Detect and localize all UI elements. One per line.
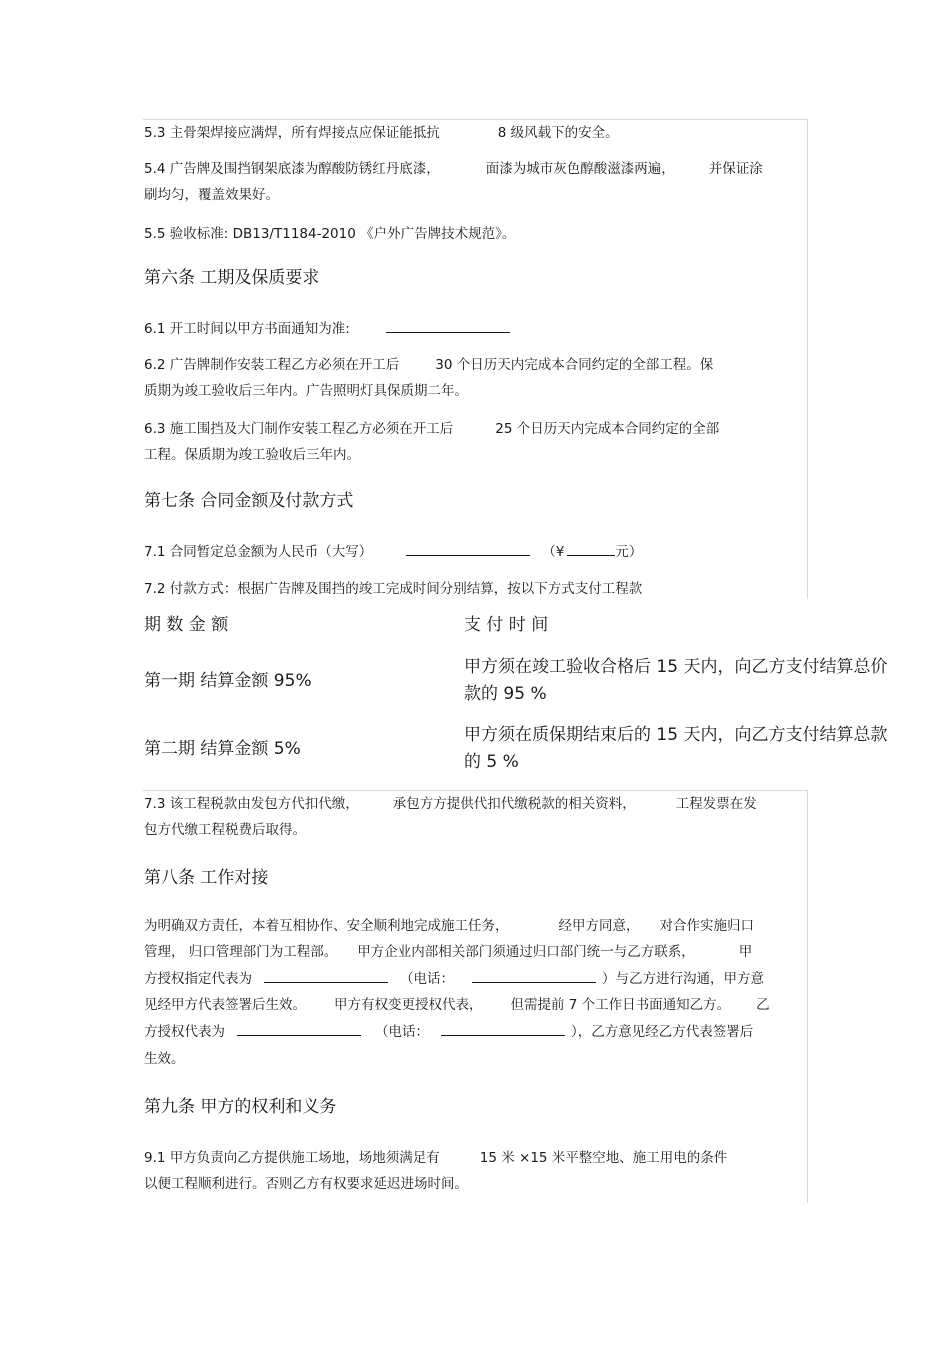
clause-6-2 — [144, 352, 713, 378]
clause-5-5: 5.5 验收标准: DB13/T1184-2010 《户外广告牌技术规范》。 — [144, 226, 516, 242]
clause-7-3 — [144, 791, 757, 817]
payment-row-1-amount: 第一期 结算金额 95% — [144, 671, 312, 691]
article-8-line-4-c: 但需提前 7 个工作日书面通知乙方。 — [510, 997, 731, 1013]
clause-6-2-text: 6.2 广告牌制作安装工程乙方必须在开工后 — [144, 357, 400, 373]
article-8-line-2-b: 甲方企业内部相关部门须通过归口部门统一与乙方联系， — [357, 944, 695, 960]
article-8-line-3-phone-label: （电话： — [400, 971, 454, 987]
article-6-heading: 第六条 工期及保质要求 — [144, 268, 320, 288]
article-8-line-5-c: ），乙方意见经乙方代表签署后 — [571, 1024, 754, 1040]
clause-6-3 — [144, 416, 719, 442]
article-8-line-3 — [144, 966, 764, 992]
amount-words-blank[interactable] — [406, 540, 530, 556]
clause-7-1 — [144, 539, 642, 565]
party-a-phone-blank[interactable] — [472, 967, 596, 983]
article-8-line-2 — [144, 939, 752, 965]
party-b-phone-blank[interactable] — [441, 1020, 565, 1036]
payment-row-2-amount: 第二期 结算金额 5% — [144, 739, 301, 759]
clause-7-3-text-mid: 承包方方提供代扣代缴税款的相关资料， — [392, 796, 636, 812]
clause-7-1-yuan: 元） — [615, 544, 643, 560]
article-8-line-1 — [144, 913, 754, 939]
clause-7-2: 7.2 付款方式：根据广告牌及围挡的竣工完成时间分别结算，按以下方式支付工程款 — [144, 581, 643, 597]
article-8-line-5-a: 方授权代表为 — [144, 1024, 225, 1040]
clause-6-1 — [144, 316, 510, 342]
clause-5-4-text: 5.4 广告牌及围挡钢架底漆为醇酸防锈红丹底漆， — [144, 161, 440, 177]
clause-6-2-text-end: 30 个日历天内完成本合同约定的全部工程。保 — [435, 357, 714, 373]
article-8-line-4-a: 见经甲方代表签署后生效。 — [144, 997, 306, 1013]
article-8-line-1-c: 对合作实施归口 — [659, 918, 754, 934]
article-8-line-4 — [144, 992, 770, 1018]
clause-7-3-text-end: 工程发票在发 — [675, 796, 757, 812]
clause-9-1-continued: 以便工程顺利进行。否则乙方有权要求延迟进场时间。 — [144, 1176, 468, 1192]
article-8-line-5 — [144, 1019, 753, 1045]
article-8-line-5-phone-label: （电话： — [375, 1024, 429, 1040]
clause-7-3-text: 7.3 该工程税款由发包方代扣代缴， — [144, 796, 359, 812]
clause-6-3-text-end: 25 个日历天内完成本合同约定的全部 — [495, 421, 720, 437]
clause-6-3-continued: 工程。保质期为竣工验收后三年内。 — [144, 447, 360, 463]
article-8-line-3-c: ）与乙方进行沟通，甲方意 — [602, 971, 764, 987]
article-8-line-2-c: 甲 — [738, 944, 753, 960]
start-date-blank[interactable] — [386, 317, 510, 333]
clause-9-1-text: 9.1 甲方负责向乙方提供施工场地，场地须满足有 — [144, 1150, 440, 1166]
clause-7-3-continued: 包方代缴工程税费后取得。 — [144, 822, 306, 838]
clause-5-4-text-end: 并保证涂 — [708, 161, 763, 177]
article-8-line-1-b: 经甲方同意， — [558, 918, 640, 934]
clause-6-1-text: 6.1 开工时间以甲方书面通知为准: — [144, 321, 350, 337]
article-8-heading: 第八条 工作对接 — [144, 868, 269, 888]
article-7-heading: 第七条 合同金额及付款方式 — [144, 491, 354, 511]
article-8-line-1-a: 为明确双方责任，本着互相协作、安全顺利地完成施工任务， — [144, 918, 509, 934]
clause-5-4-text-mid: 面漆为城市灰色醇酸滋漆两遍， — [485, 161, 675, 177]
clause-5-3-text-end: 8 级风载下的安全。 — [497, 125, 619, 141]
clause-6-3-text: 6.3 施工围挡及大门制作安装工程乙方必须在开工后 — [144, 421, 454, 437]
article-8-line-4-b: 甲方有权变更授权代表， — [334, 997, 483, 1013]
payment-row-1-time-continued: 款的 95 % — [464, 684, 547, 704]
clause-7-1-yen: （¥ — [542, 544, 565, 560]
payment-table-header-installment: 期 数 金 额 — [144, 615, 229, 635]
clause-5-4 — [144, 156, 763, 182]
clause-9-1 — [144, 1145, 727, 1171]
clause-5-3-text: 5.3 主骨架焊接应满焊，所有焊接点应保证能抵抗 — [144, 125, 440, 141]
clause-6-2-continued: 质期为竣工验收后三年内。广告照明灯具保质期二年。 — [144, 383, 468, 399]
article-8-line-4-d: 乙 — [756, 997, 770, 1013]
article-8-line-3-a: 方授权指定代表为 — [144, 971, 252, 987]
amount-figures-blank[interactable] — [567, 540, 615, 556]
article-8-line-6: 生效。 — [144, 1051, 185, 1067]
party-a-representative-blank[interactable] — [264, 967, 388, 983]
clause-5-4-continued: 刷均匀，覆盖效果好。 — [144, 187, 279, 203]
payment-row-1-time: 甲方须在竣工验收合格后 15 天内，向乙方支付结算总价 — [464, 657, 888, 677]
article-9-heading: 第九条 甲方的权利和义务 — [144, 1097, 337, 1117]
party-b-representative-blank[interactable] — [237, 1020, 361, 1036]
clause-7-1-text: 7.1 合同暂定总金额为人民币（大写） — [144, 544, 373, 560]
payment-row-2-time: 甲方须在质保期结束后的 15 天内，向乙方支付结算总款 — [464, 725, 888, 745]
payment-row-2-time-continued: 的 5 % — [464, 752, 519, 772]
payment-table-header-time: 支 付 时 间 — [464, 615, 549, 635]
article-8-line-2-a: 管理， 归口管理部门为工程部。 — [144, 944, 338, 960]
clause-5-3 — [144, 120, 619, 146]
clause-9-1-text-end: 15 米 ×15 米平整空地、施工用电的条件 — [479, 1150, 728, 1166]
